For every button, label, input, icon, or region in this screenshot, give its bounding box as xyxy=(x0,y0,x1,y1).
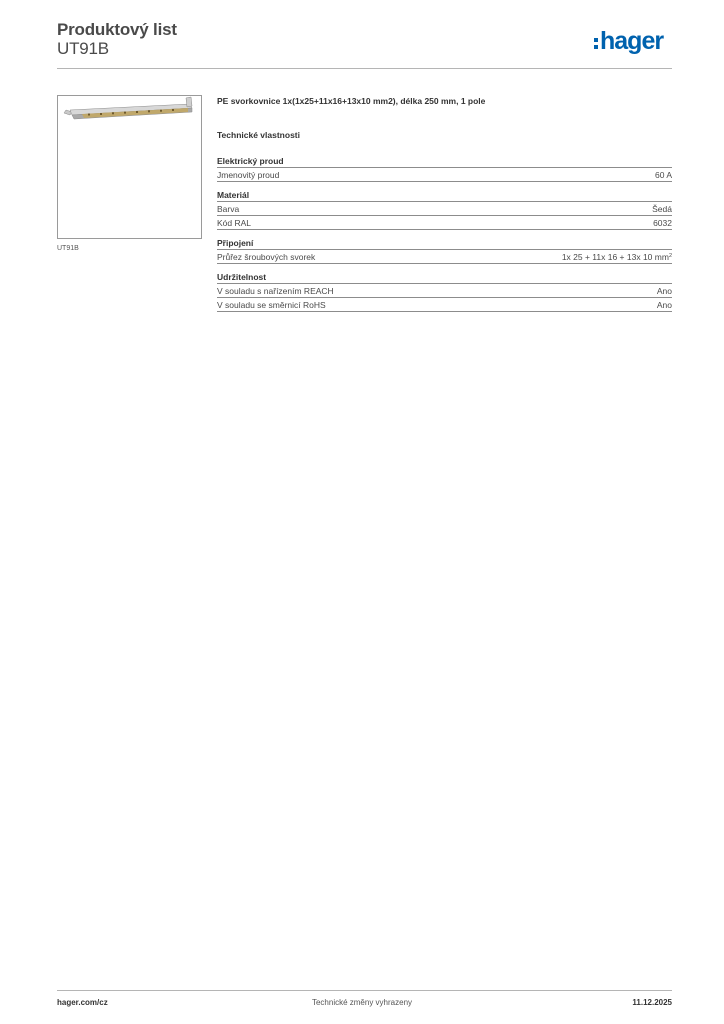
spec-content xyxy=(217,96,672,320)
spec-group-electric-current xyxy=(217,156,672,182)
hager-logo xyxy=(594,26,663,56)
spec-value: Ano xyxy=(656,300,672,310)
spec-group-material xyxy=(217,190,672,230)
spec-label: V souladu s nařízením REACH xyxy=(217,286,334,296)
header-divider xyxy=(57,68,672,69)
spec-value: Ano xyxy=(656,286,672,296)
spec-row xyxy=(217,284,672,298)
image-caption: UT91B xyxy=(57,245,79,252)
spec-label: Průřez šroubových svorek xyxy=(217,252,316,262)
group-title: Materiál xyxy=(217,190,672,202)
group-title: Připojení xyxy=(217,238,672,250)
product-image xyxy=(57,95,202,239)
footer-date: 11.12.2025 xyxy=(632,998,672,1007)
spec-value: Šedá xyxy=(652,204,672,214)
logo-text: hager xyxy=(600,26,664,55)
spec-group-connection xyxy=(217,238,672,264)
spec-row xyxy=(217,216,672,230)
product-code: UT91B xyxy=(57,39,109,58)
footer-divider xyxy=(57,990,672,991)
spec-value: 60 A xyxy=(654,170,672,180)
spec-group-sustainability xyxy=(217,272,672,312)
spec-row xyxy=(217,250,672,264)
spec-row xyxy=(217,202,672,216)
spec-row xyxy=(217,298,672,312)
terminal-bar-image xyxy=(58,96,201,238)
footer-disclaimer: Technické změny vyhrazeny xyxy=(311,998,413,1007)
spec-label: V souladu se směrnicí RoHS xyxy=(217,300,326,310)
spec-label: Kód RAL xyxy=(217,218,252,228)
group-title: Udržitelnost xyxy=(217,272,672,284)
page-title: Produktový list xyxy=(57,20,177,39)
group-title: Elektrický proud xyxy=(217,156,672,168)
spec-label: Barva xyxy=(217,204,240,214)
footer-website-link[interactable]: hager.com/cz xyxy=(57,998,108,1007)
spec-label: Jmenovitý proud xyxy=(217,170,280,180)
product-description: PE svorkovnice 1x(1x25+11x16+13x10 mm2), délka 250 mm, 1 pole xyxy=(217,96,486,106)
spec-value xyxy=(562,250,672,263)
section-heading: Technické vlastnosti xyxy=(217,130,300,140)
spec-value: 6032 xyxy=(653,218,672,228)
unit-superscript: 2 xyxy=(668,253,672,259)
spec-value-text: 1x 25 + 11x 16 + 13x 10 mm xyxy=(561,252,669,262)
logo-mark-icon xyxy=(594,38,598,49)
spec-row xyxy=(217,168,672,182)
